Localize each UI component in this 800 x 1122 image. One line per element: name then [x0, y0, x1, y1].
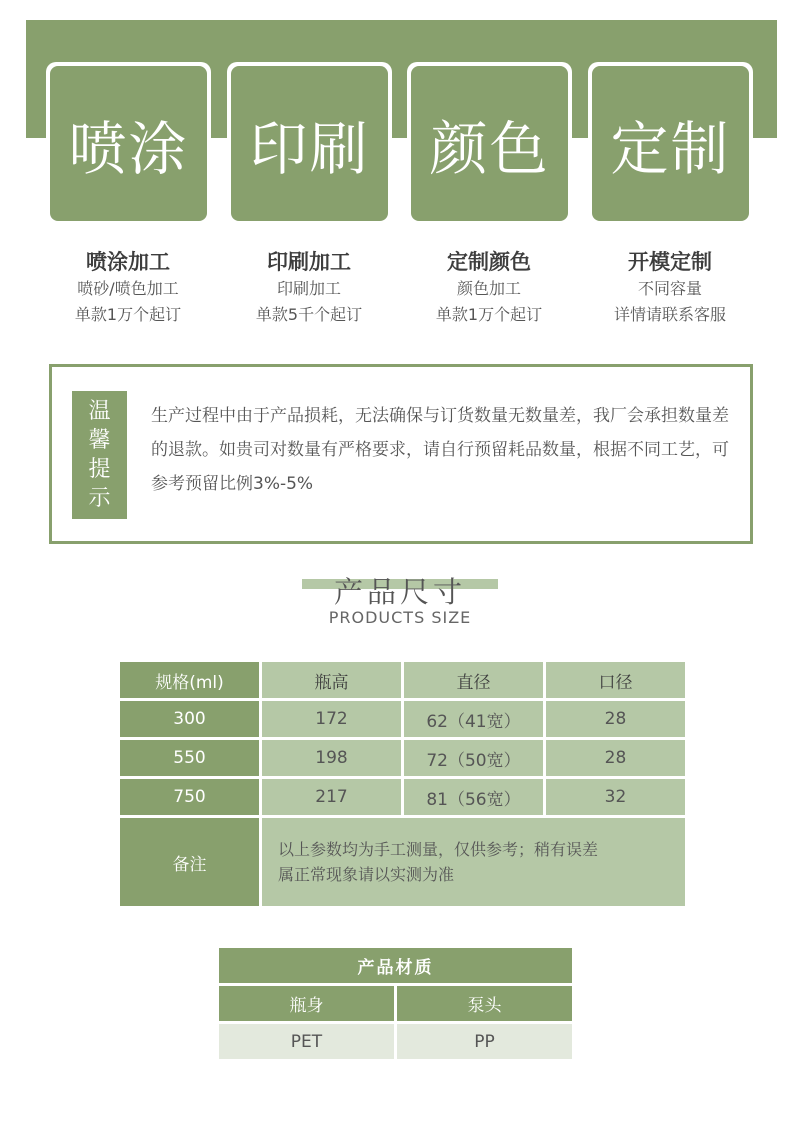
caption-title: 印刷加工	[267, 250, 351, 274]
caption-line: 详情请联系客服	[613, 305, 726, 324]
tile-label: 喷涂	[68, 114, 189, 183]
notice-tag-char: 示	[88, 486, 111, 511]
table-row	[120, 701, 685, 737]
table-row	[219, 1024, 572, 1059]
table-cell: 300	[120, 701, 259, 737]
table-note-text	[262, 818, 685, 906]
table-cell: 81（56宽）	[404, 779, 543, 815]
size-table	[117, 659, 688, 909]
notice-tag	[72, 391, 127, 519]
caption-custom	[580, 248, 760, 328]
table-cell: 62（41宽）	[404, 701, 543, 737]
caption-line: 印刷加工	[276, 279, 341, 298]
caption-print	[219, 248, 399, 328]
caption-line: 单款1万个起订	[435, 305, 543, 324]
table-cell: 172	[262, 701, 401, 737]
table-header-cell: 口径	[546, 662, 685, 698]
tile-custom	[588, 62, 753, 225]
tile-label: 定制	[610, 114, 731, 183]
notice-tag-char: 提	[88, 457, 111, 482]
table-cell: 750	[120, 779, 259, 815]
table-cell: PET	[219, 1024, 394, 1059]
table-header-cell: 直径	[404, 662, 543, 698]
table-cell: PP	[397, 1024, 572, 1059]
tile-print	[227, 62, 392, 225]
caption-title: 喷涂加工	[86, 250, 170, 274]
section-header	[0, 570, 800, 630]
table-cell: 217	[262, 779, 401, 815]
table-cell: 28	[546, 701, 685, 737]
caption-spray	[38, 248, 218, 328]
table-cell: 198	[262, 740, 401, 776]
table-cell: 32	[546, 779, 685, 815]
tile-spray	[46, 62, 211, 225]
tile-label: 颜色	[429, 114, 550, 183]
material-header-row	[219, 986, 572, 1021]
material-title: 产品材质	[219, 948, 572, 983]
caption-line: 喷砂/喷色加工	[77, 279, 179, 298]
note-line: 以上参数均为手工测量，仅供参考；稍有误差	[278, 840, 599, 859]
table-note-row	[120, 818, 685, 906]
table-header-cell: 规格(ml)	[120, 662, 259, 698]
table-header-cell: 瓶身	[219, 986, 394, 1021]
caption-line: 单款5千个起订	[255, 305, 363, 324]
table-cell: 550	[120, 740, 259, 776]
note-line: 属正常现象请以实测为准	[278, 865, 455, 884]
notice-text: 生产过程中由于产品损耗，无法确保与订货数量无数量差，我厂会承担数量差的退款。如贵司对数量有严格要求，请自行预留耗品数量，根据不同工艺，可参考预留比例3%-5%	[151, 406, 729, 494]
notice-box	[49, 364, 753, 544]
tile-label: 印刷	[249, 114, 370, 183]
caption-line: 单款1万个起订	[74, 305, 182, 324]
table-note-label: 备注	[120, 818, 259, 906]
section-subtitle: PRODUCTS SIZE	[328, 608, 472, 627]
material-title-row	[219, 948, 572, 983]
notice-tag-char: 温	[88, 399, 111, 424]
caption-title: 定制颜色	[447, 250, 531, 274]
material-table	[216, 945, 575, 1062]
table-cell: 72（50宽）	[404, 740, 543, 776]
notice-tag-char: 馨	[88, 428, 111, 453]
tile-color	[407, 62, 572, 225]
table-row	[120, 740, 685, 776]
caption-line: 颜色加工	[456, 279, 521, 298]
table-header-cell: 泵头	[397, 986, 572, 1021]
table-header-row	[120, 662, 685, 698]
caption-title: 开模定制	[628, 250, 712, 274]
caption-line: 不同容量	[637, 279, 702, 298]
section-title: 产品尺寸	[333, 575, 466, 609]
table-cell: 28	[546, 740, 685, 776]
table-header-cell: 瓶高	[262, 662, 401, 698]
table-row	[120, 779, 685, 815]
caption-color	[399, 248, 579, 328]
